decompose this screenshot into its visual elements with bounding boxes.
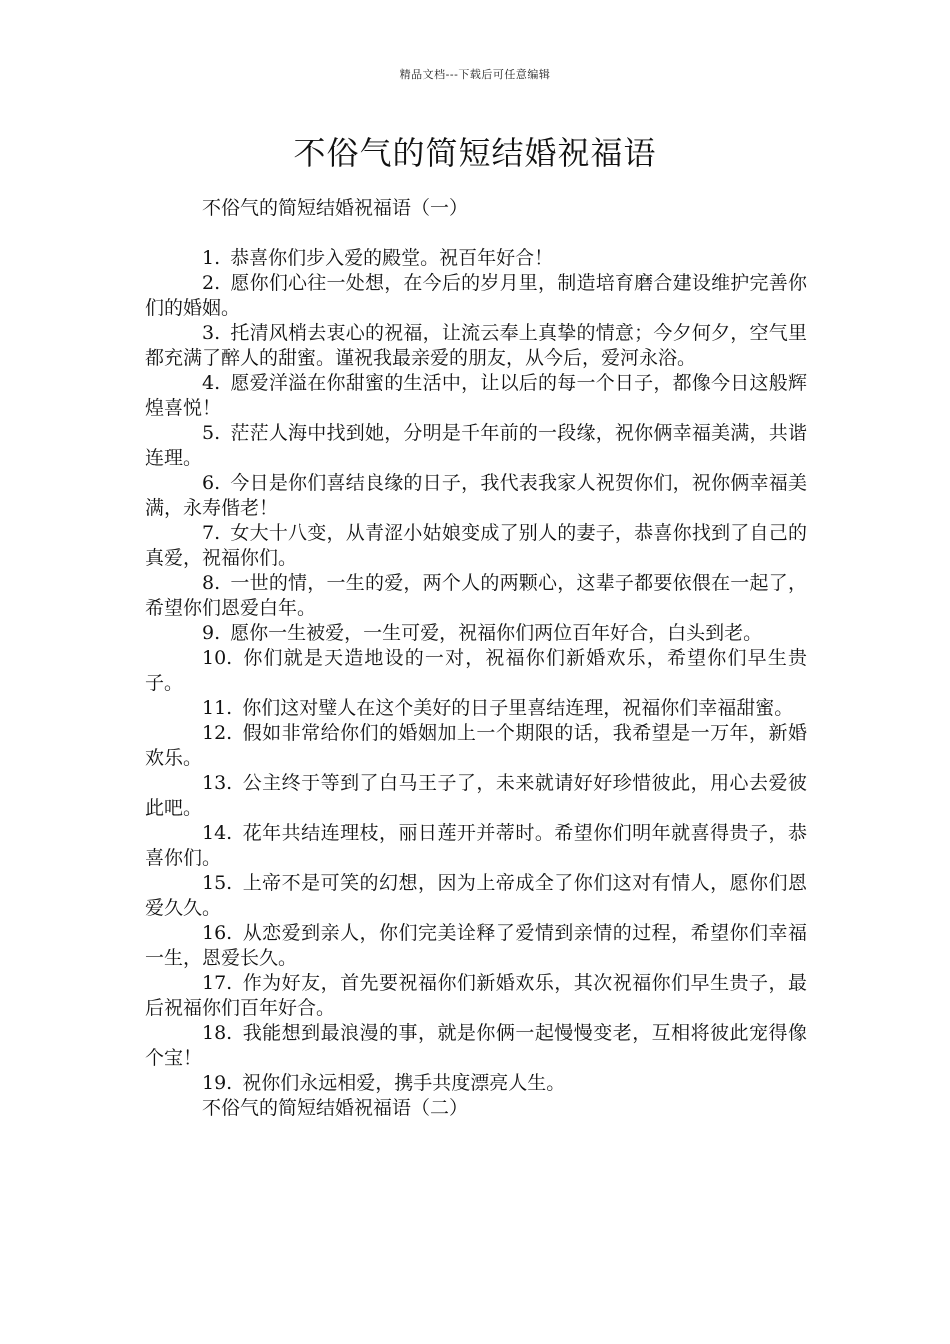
document-title: 不俗气的简短结婚祝福语 bbox=[293, 134, 657, 172]
list-item bbox=[145, 821, 807, 871]
item-text: 你们就是天造地设的一对，祝福你们新婚欢乐，希望你们早生贵子。 bbox=[145, 647, 807, 694]
item-text: 上帝不是可笑的幻想，因为上帝成全了你们这对有情人，愿你们恩爱久久。 bbox=[145, 872, 807, 919]
item-text: 祝你们永远相爱，携手共度漂亮人生。 bbox=[242, 1072, 566, 1094]
list-item bbox=[145, 521, 807, 571]
list-item bbox=[145, 921, 807, 971]
item-number: 19. bbox=[202, 1072, 233, 1094]
header-note: 精品文档---下载后可任意编辑 bbox=[399, 68, 551, 81]
item-number: 14. bbox=[202, 822, 233, 844]
item-number: 12. bbox=[202, 722, 233, 744]
item-text: 女大十八变，从青涩小姑娘变成了别人的妻子，恭喜你找到了自己的真爱，祝福你们。 bbox=[145, 522, 807, 569]
item-number: 18. bbox=[202, 1022, 233, 1044]
item-number: 1. bbox=[202, 247, 221, 269]
item-text: 作为好友，首先要祝福你们新婚欢乐，其次祝福你们早生贵子，最后祝福你们百年好合。 bbox=[145, 972, 807, 1019]
item-number: 7. bbox=[202, 522, 221, 544]
item-text: 愿爱洋溢在你甜蜜的生活中，让以后的每一个日子，都像今日这般辉煌喜悦！ bbox=[145, 372, 807, 419]
item-number: 11. bbox=[202, 697, 233, 719]
list-item bbox=[145, 1071, 807, 1096]
list-item bbox=[145, 271, 807, 321]
list-item bbox=[145, 371, 807, 421]
item-number: 9. bbox=[202, 622, 221, 644]
item-text: 公主终于等到了白马王子了，未来就请好好珍惜彼此，用心去爱彼此吧。 bbox=[145, 772, 807, 819]
item-number: 4. bbox=[202, 372, 221, 394]
section-heading-2: 不俗气的简短结婚祝福语（二） bbox=[202, 1097, 469, 1119]
item-number: 6. bbox=[202, 472, 221, 494]
item-number: 13. bbox=[202, 772, 233, 794]
list-item bbox=[145, 321, 807, 371]
item-number: 16. bbox=[202, 922, 233, 944]
item-text: 假如非常给你们的婚姻加上一个期限的话，我希望是一万年，新婚欢乐。 bbox=[145, 722, 807, 769]
list-item bbox=[145, 621, 807, 646]
list-item bbox=[145, 571, 807, 621]
list-item bbox=[145, 1021, 807, 1071]
item-text: 恭喜你们步入爱的殿堂。祝百年好合！ bbox=[230, 247, 554, 269]
item-text: 茫茫人海中找到她，分明是千年前的一段缘，祝你俩幸福美满，共谐连理。 bbox=[145, 422, 807, 469]
item-number: 5. bbox=[202, 422, 221, 444]
list-item bbox=[145, 471, 807, 521]
blessing-list bbox=[145, 246, 807, 1096]
item-text: 愿你一生被爱，一生可爱，祝福你们两位百年好合，白头到老。 bbox=[230, 622, 763, 644]
item-text: 我能想到最浪漫的事，就是你俩一起慢慢变老，互相将彼此宠得像个宝！ bbox=[145, 1022, 807, 1069]
list-item bbox=[145, 421, 807, 471]
item-text: 花年共结连理枝，丽日莲开并蒂时。希望你们明年就喜得贵子，恭喜你们。 bbox=[145, 822, 807, 869]
item-number: 2. bbox=[202, 272, 221, 294]
list-item bbox=[145, 971, 807, 1021]
list-item bbox=[145, 646, 807, 696]
item-number: 15. bbox=[202, 872, 233, 894]
item-number: 17. bbox=[202, 972, 233, 994]
list-item bbox=[145, 246, 807, 271]
item-number: 8. bbox=[202, 572, 221, 594]
list-item bbox=[145, 696, 807, 721]
list-item bbox=[145, 721, 807, 771]
item-number: 10. bbox=[202, 647, 233, 669]
item-text: 愿你们心往一处想，在今后的岁月里，制造培育磨合建设维护完善你们的婚姻。 bbox=[145, 272, 807, 319]
item-text: 托清风梢去衷心的祝福，让流云奉上真挚的情意；今夕何夕，空气里都充满了醉人的甜蜜。谨祝我最亲爱的朋友，从今后，爱河永浴。 bbox=[145, 322, 807, 369]
item-text: 今日是你们喜结良缘的日子，我代表我家人祝贺你们，祝你俩幸福美满，永寿偕老！ bbox=[145, 472, 807, 519]
item-text: 你们这对璧人在这个美好的日子里喜结连理，祝福你们幸福甜蜜。 bbox=[242, 697, 794, 719]
list-item bbox=[145, 871, 807, 921]
item-number: 3. bbox=[202, 322, 221, 344]
list-item bbox=[145, 771, 807, 821]
section-heading-1: 不俗气的简短结婚祝福语（一） bbox=[202, 197, 469, 219]
document-body bbox=[145, 196, 807, 1121]
item-text: 一世的情，一生的爱，两个人的两颗心，这辈子都要依偎在一起了，希望你们恩爱白年。 bbox=[145, 572, 807, 619]
item-text: 从恋爱到亲人，你们完美诠释了爱情到亲情的过程，希望你们幸福一生，恩爱长久。 bbox=[145, 922, 807, 969]
